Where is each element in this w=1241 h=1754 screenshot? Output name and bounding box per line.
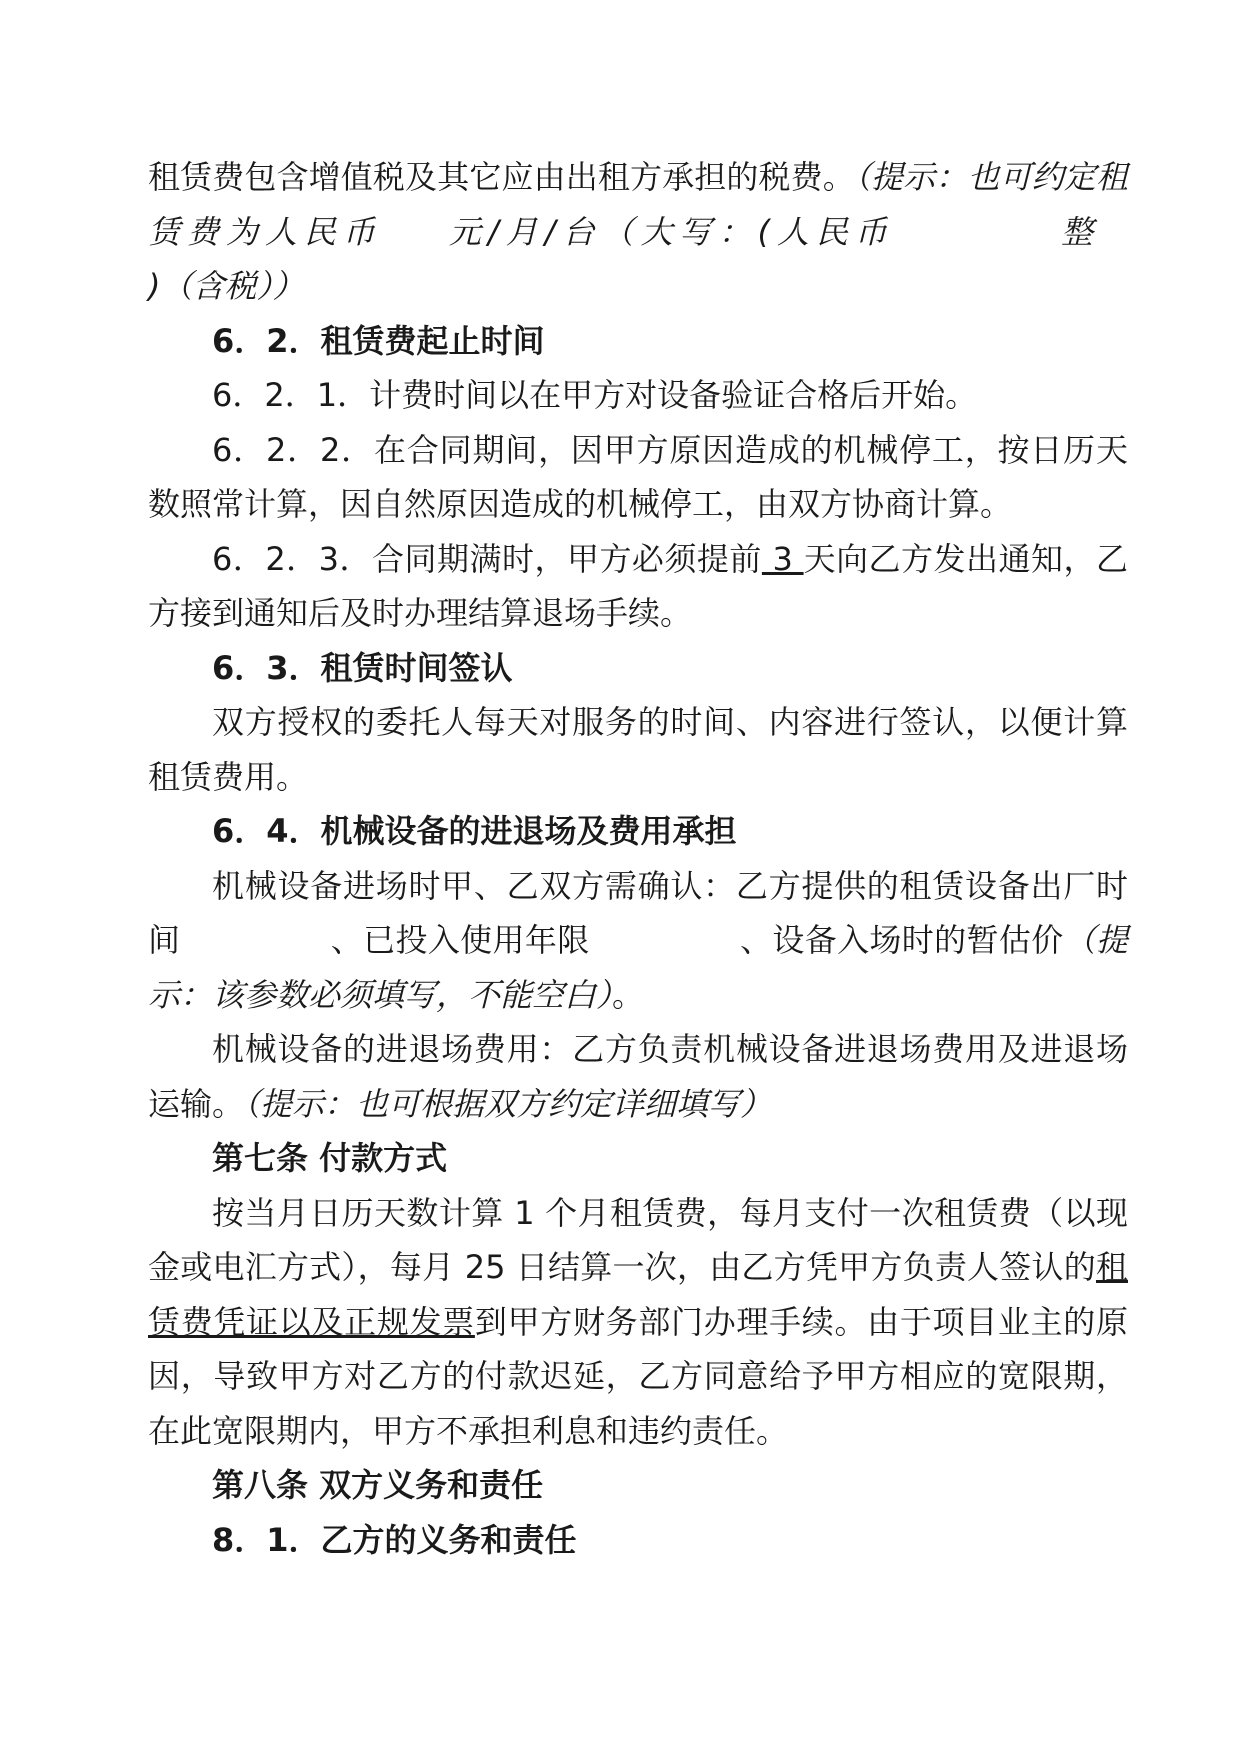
rent-tax-text: 租赁费包含增值税及其它应由出租方承担的税费。	[148, 158, 855, 196]
equipment-confirm-part-a: 机械设备进场时甲、乙双方需确认：乙方提供的租赁设备出厂时间	[148, 866, 1128, 959]
clause-6-2-1: 6．2．1．计费时间以在甲方对设备验证合格后开始。	[212, 376, 978, 414]
entry-exit-cost-hint: （提示：也可根据双方约定详细填写）	[244, 1084, 773, 1123]
clause-6-2-3-part-a: 6．2．3．合同期满时，甲方必须提前	[212, 539, 762, 578]
sentence-end: 。	[612, 975, 645, 1014]
payment-voucher-underlined: 租赁费凭证以及正规发票	[148, 1248, 1128, 1341]
payment-text-part-b: 到甲方财务部门办理手续。由于项目业主的原因，导致甲方对乙方的付款迟延，乙方同意给予甲方相应的宽限期，在此宽限期内，甲方不承担利息和违约责任。	[148, 1302, 1128, 1450]
clause-6-4-entry-exit-cost	[148, 1022, 1128, 1131]
clause-6-2-2: 6．2．2．在合同期间，因甲方原因造成的机械停工，按日历天数照常计算，因自然原因造成的机械停工，由双方协商计算。	[148, 430, 1128, 523]
section-6-2-heading: 6．2．租赁费起止时间	[212, 321, 545, 360]
section-6-4-heading: 6．4．机械设备的进退场及费用承担	[212, 812, 737, 850]
clause-6-2-3-part-b: 天向乙方发出通知，乙方接到通知后及时办理结算退场手续。	[148, 539, 1128, 632]
clause-6-2-3	[148, 532, 1128, 641]
equipment-confirm-part-b: 、已投入使用年限	[330, 921, 590, 959]
hint-part-c: 整	[1053, 212, 1100, 251]
document-page	[148, 150, 1128, 1567]
hint-part-d: )（含税））	[148, 267, 305, 305]
notice-days-value: 3	[761, 539, 804, 578]
payment-text-part-a: 按当月日历天数计算 1 个月租赁费，每月支付一次租赁费（以现金或电汇方式），每月 25 日结算一次，由乙方凭甲方负责人签认的	[148, 1193, 1128, 1286]
section-6-3-heading: 6．3．租赁时间签认	[212, 648, 513, 687]
hint-part-a: （提示：也可约定租赁费为人民币	[148, 158, 1128, 251]
clause-6-4-equipment-confirm	[148, 859, 1128, 1023]
rent-tax-paragraph	[148, 150, 1128, 314]
equipment-confirm-part-c: 、设备入场时的暂估价	[739, 921, 1064, 959]
required-param-hint: （提示：该参数必须填写，不能空白）	[148, 921, 1128, 1014]
section-8-1-heading: 8．1．乙方的义务和责任	[212, 1520, 577, 1559]
hint-part-b: 元/月/台（大写：(人民币	[441, 212, 894, 251]
article-7-heading: 第七条 付款方式	[212, 1139, 448, 1177]
article-8-heading: 第八条 双方义务和责任	[212, 1466, 544, 1504]
article-7-payment-text	[148, 1186, 1128, 1459]
clause-6-3-text: 双方授权的委托人每天对服务的时间、内容进行签认，以便计算租赁费用。	[148, 703, 1128, 796]
entry-exit-cost-text: 机械设备的进退场费用：乙方负责机械设备进退场费用及进退场运输。	[148, 1030, 1128, 1123]
